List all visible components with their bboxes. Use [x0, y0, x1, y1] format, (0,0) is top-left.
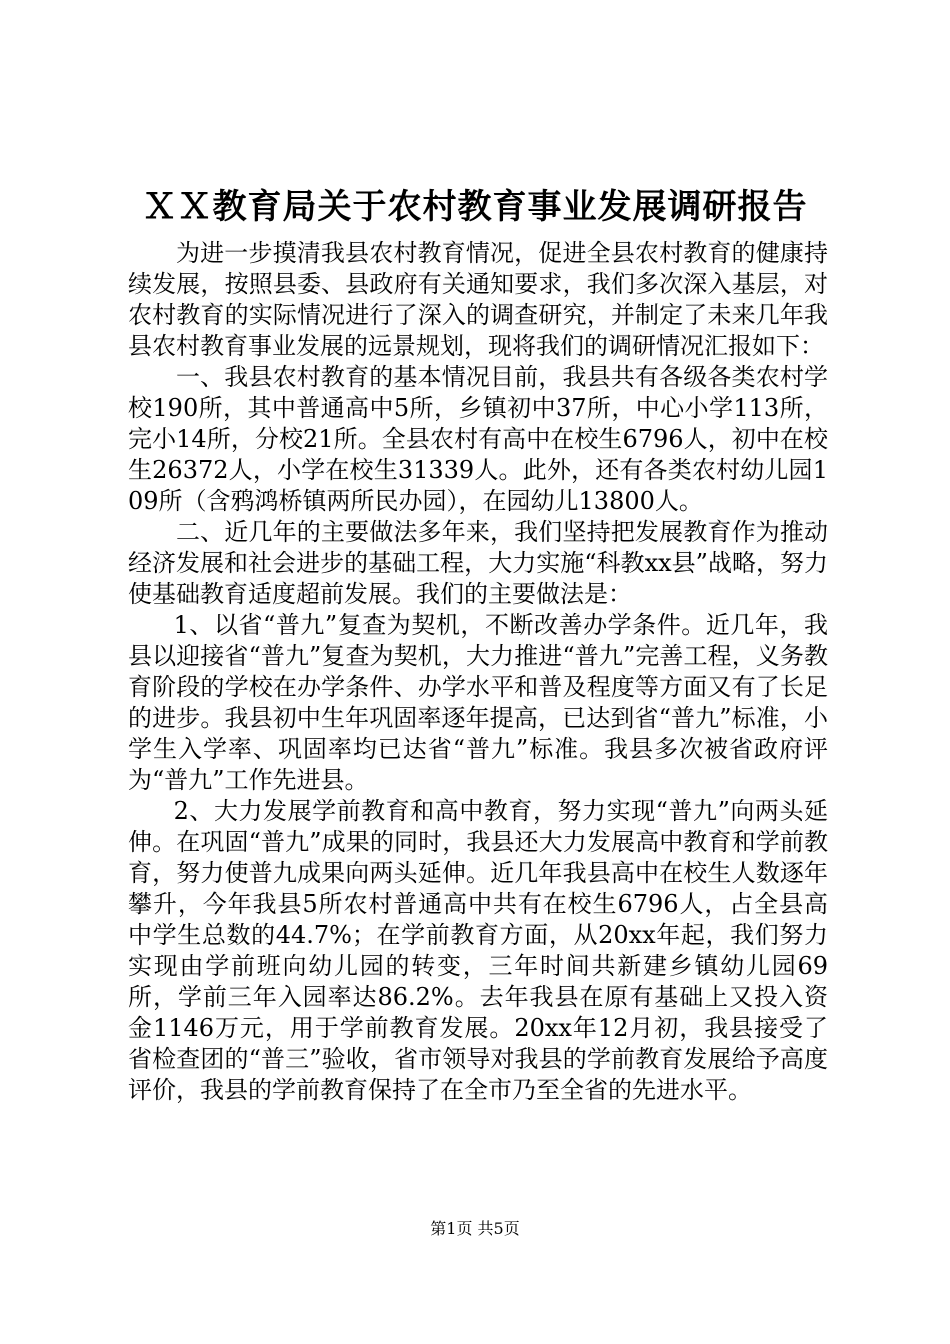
paragraph-practice-1: 1、以省“普九”复查为契机，不断改善办学条件。近几年，我县以迎接省“普九”复查为契机，大力推进“普九”完善工程，义务教育阶段的学校在办学条件、办学水平和普及程度等方面又有了长足的进步。我县初中生年巩固率逐年提高，已达到省“普九”标准，小学生入学率、巩固率均已达省“普九”标准。我县多次被省政府评为“普九”工作先进县。	[128, 611, 828, 794]
paragraph-practice-2: 2、大力发展学前教育和高中教育，努力实现“普九”向两头延伸。在巩固“普九”成果的同时，我县还大力发展高中教育和学前教育，努力使普九成果向两头延伸。近几年我县高中在校生人数逐年攀升，今年我县5所农村普通高中共有在校生6796人，占全县高中学生总数的44.7%；在学前教育方面，从20xx年起，我们努力实现由学前班向幼儿园的转变，三年时间共新建乡镇幼儿园69所，学前三年入园率达86.2%。去年我县在原有基础上又投入资金1146万元，用于学前教育发展。20xx年12月初，我县接受了省检查团的“普三”验收，省市领导对我县的学前教育发展给予高度评价，我县的学前教育保持了在全市乃至全省的先进水平。	[128, 797, 828, 1104]
paragraph-intro: 为进一步摸清我县农村教育情况，促进全县农村教育的健康持续发展，按照县委、县政府有关通知要求，我们多次深入基层，对农村教育的实际情况进行了深入的调查研究，并制定了未来几年我县农村教育事业发展的远景规划，现将我们的调研情况汇报如下：	[128, 239, 828, 360]
paragraph-main-practices: 二、近几年的主要做法多年来，我们坚持把发展教育作为推动经济发展和社会进步的基础工程，大力实施“科教xx县”战略，努力使基础教育适度超前发展。我们的主要做法是：	[128, 518, 828, 608]
document-title: ＸＸ教育局关于农村教育事业发展调研报告	[142, 187, 808, 227]
page-number-footer: 第1页 共5页	[430, 1219, 520, 1238]
document-body	[128, 238, 828, 1106]
paragraph-basic-situation: 一、我县农村教育的基本情况目前，我县共有各级各类农村学校190所，其中普通高中5所，乡镇初中37所，中心小学113所，完小14所，分校21所。全县农村有高中在校生6796人，初中在校生26372人，小学在校生31339人。此外，还有各类农村幼儿园109所（含鸦鸿桥镇两所民办园），在园幼儿13800人。	[128, 363, 828, 515]
